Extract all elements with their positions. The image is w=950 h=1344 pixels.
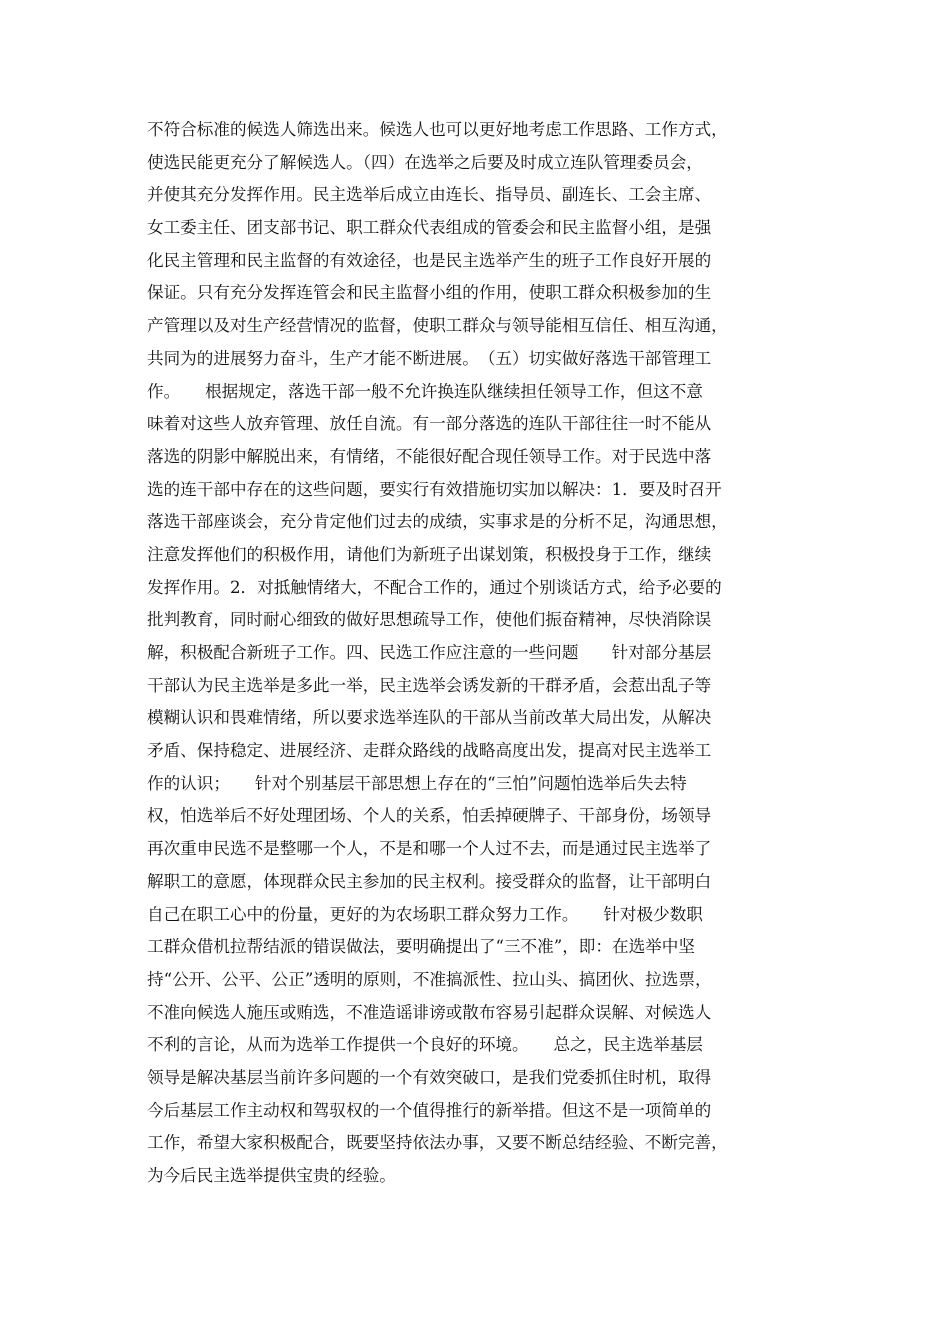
text-line: 为今后民主选举提供宝贵的经验。 [147, 1166, 396, 1185]
text-line: 作。 根据规定，落选干部一般不允许换连队继续担任领导工作，但这不意 [147, 381, 703, 401]
text-line: 女工委主任、团支部书记、职工群众代表组成的管委会和民主监督小组，是强 [147, 218, 712, 238]
text-line: 持“公开、公平、公正”透明的原则，不准搞派性、拉山头、搞团伙、拉选票， [147, 969, 712, 989]
text-line: 不利的言论，从而为选举工作提供一个良好的环境。 总之，民主选举基层 [147, 1035, 703, 1055]
text-line: 落选的阴影中解脱出来，有情绪，不能很好配合现任领导工作。对于民选中落 [147, 446, 712, 466]
text-line: 今后基层工作主动权和驾驭权的一个值得推行的新举措。但这不是一项简单的 [147, 1100, 712, 1120]
text-line: 共同为的进展努力奋斗，生产才能不断进展。 （五）切实做好落选干部管理工 [147, 348, 712, 368]
text-line: 模糊认识和畏难情绪，所以要求选举连队的干部从当前改革大局出发，从解决 [147, 708, 712, 728]
text-line: 权，怕选举后不好处理团场、个人的关系，怕丢掉硬牌子、干部身份，场领导 [147, 806, 712, 826]
text-line: 领导是解决基层当前许多问题的一个有效突破口，是我们党委抓住时机，取得 [147, 1067, 712, 1087]
text-line: 工群众借机拉帮结派的错误做法，要明确提出了“三不准”，即：在选举中坚 [147, 937, 695, 957]
text-line: 矛盾、保持稳定、进展经济、走群众路线的战略高度出发，提高对民主选举工 [147, 741, 712, 761]
text-line: 发挥作用。2．对抵触情绪大，不配合工作的，通过个别谈话方式，给予必要的 [147, 577, 722, 597]
text-line: 批判教育，同时耐心细致的做好思想疏导工作，使他们振奋精神，尽快消除误 [147, 610, 712, 630]
text-line: 解，积极配合新班子工作。四、民选工作应注意的一些问题 针对部分基层 [147, 643, 712, 662]
text-line: 不准向候选人施压或贿选，不准造谣诽谤或散布容易引起群众误解、对候选人 [147, 1002, 712, 1022]
text-line: 不符合标准的候选人筛选出来。候选人也可以更好地考虑工作思路、工作方式， [147, 120, 728, 139]
text-line: 选的连干部中存在的这些问题，要实行有效措施切实加以解决：1．要及时召开 [147, 479, 722, 499]
text-line: 解职工的意愿，体现群众民主参加的民主权利。接受群众的监督，让干部明白 [147, 871, 712, 891]
text-line: 味着对这些人放弃管理、放任自流。有一部分落选的连队干部往往一时不能从 [147, 414, 712, 434]
text-line: 产管理以及对生产经营情况的监督，使职工群众与领导能相互信任、相互沟通， [147, 316, 728, 336]
text-line: 化民主管理和民主监督的有效途径，也是民主选举产生的班子工作良好开展的 [147, 250, 712, 270]
text-line: 使选民能更充分了解候选人。（四）在选举之后要及时成立连队管理委员会， [147, 152, 703, 172]
text-line: 保证。只有充分发挥连管会和民主监督小组的作用，使职工群众积极参加的生 [147, 283, 712, 303]
text-line: 注意发挥他们的积极作用，请他们为新班子出谋划策，积极投身于工作，继续 [147, 544, 712, 564]
text-line: 落选干部座谈会，充分肯定他们过去的成绩，实事求是的分析不足，沟通思想， [147, 512, 728, 532]
text-line: 自己在职工心中的份量，更好的为农场职工群众努力工作。 针对极少数职 [147, 904, 703, 924]
document-body [147, 114, 807, 1193]
text-line: 工作，希望大家积极配合，既要坚持依法办事，又要不断总结经验、不断完善， [147, 1133, 728, 1153]
text-line: 干部认为民主选举是多此一举，民主选举会诱发新的干群矛盾，会惹出乱子等 [147, 675, 712, 695]
text-line: 再次重申民选不是整哪一个人，不是和哪一个人过不去，而是通过民主选举了 [147, 839, 712, 859]
text-line: 作的认识； 针对个别基层干部思想上存在的“三怕”问题怕选举后失去特 [147, 773, 687, 793]
text-line: 并使其充分发挥作用。民主选举后成立由连长、指导员、副连长、工会主席、 [147, 185, 712, 205]
